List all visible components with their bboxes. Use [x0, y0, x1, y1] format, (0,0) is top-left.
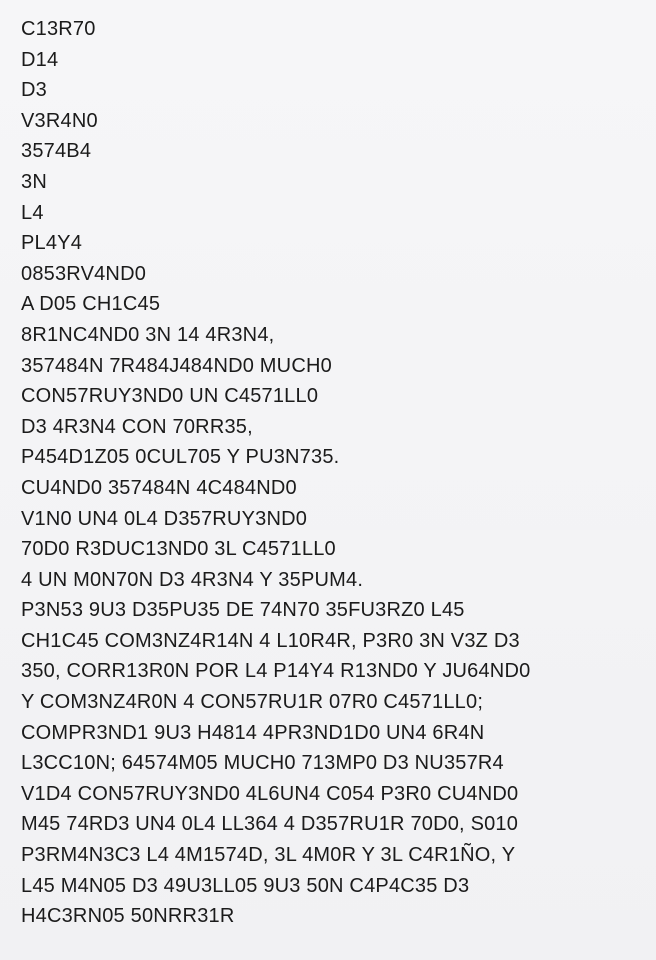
text-line-8: PL4Y4 [21, 232, 83, 255]
text-line-1: C13R70 [21, 18, 96, 40]
text-line-5: 3574B4 [21, 140, 92, 163]
text-line-28: P3RM4N3C3 L4 4M1574D, 3L 4M0R Y 3L C4R1ÑO, Y [21, 844, 516, 867]
text-line-18: 70D0 R3DUC13ND0 3L C4571LL0 [21, 538, 336, 561]
text-line-25: L3CC10N; 64574M05 MUCH0 713MP0 D3 NU357R4 [21, 752, 504, 775]
text-line-26: V1D4 CON57RUY3ND0 4L6UN4 C054 P3R0 CU4ND0 [21, 782, 519, 805]
text-line-30: H4C3RN05 50NRR31R [21, 905, 235, 928]
text-line-15: P454D1Z05 0CUL705 Y PU3N735. [21, 446, 340, 469]
text-line-24: COMPR3ND1 9U3 H4814 4PR3ND1D0 UN4 6R4N [21, 721, 485, 744]
text-line-10: A D05 CH1C45 [21, 293, 161, 316]
text-line-23: Y COM3NZ4R0N 4 CON57RU1R 07R0 C4571LL0; [21, 691, 484, 714]
text-line-7: L4 [21, 201, 44, 224]
text-line-17: V1N0 UN4 0L4 D357RUY3ND0 [21, 507, 308, 530]
text-line-22: 350, CORR13R0N POR L4 P14Y4 R13ND0 Y JU64ND0 [21, 660, 531, 683]
text-line-2: D14 [21, 48, 59, 71]
text-line-13: CON57RUY3ND0 UN C4571LL0 [21, 385, 319, 408]
text-line-9: 0853RV4ND0 [21, 262, 147, 285]
text-line-21: CH1C45 COM3NZ4R14N 4 L10R4R, P3R0 3N V3Z D3 [21, 629, 520, 652]
text-line-16: CU4ND0 357484N 4C484ND0 [21, 476, 297, 499]
text-line-19: 4 UN M0N70N D3 4R3N4 Y 35PUM4. [21, 568, 364, 591]
text-line-27: M45 74RD3 UN4 0L4 LL364 4 D357RU1R 70D0, S010 [21, 813, 519, 836]
text-line-4: V3R4N0 [21, 109, 98, 132]
text-line-3: D3 [21, 79, 47, 102]
text-line-29: L45 M4N05 D3 49U3LL05 9U3 50N C4P4C35 D3 [21, 874, 470, 897]
text-line-11: 8R1NC4ND0 3N 14 4R3N4, [21, 323, 275, 346]
text-line-6: 3N [21, 170, 47, 193]
text-line-20: P3N53 9U3 D35PU35 DE 74N70 35FU3RZ0 L45 [21, 599, 465, 622]
text-line-14: D3 4R3N4 CON 70RR35, [21, 415, 253, 438]
text-line-12: 357484N 7R484J484ND0 MUCH0 [21, 354, 332, 377]
